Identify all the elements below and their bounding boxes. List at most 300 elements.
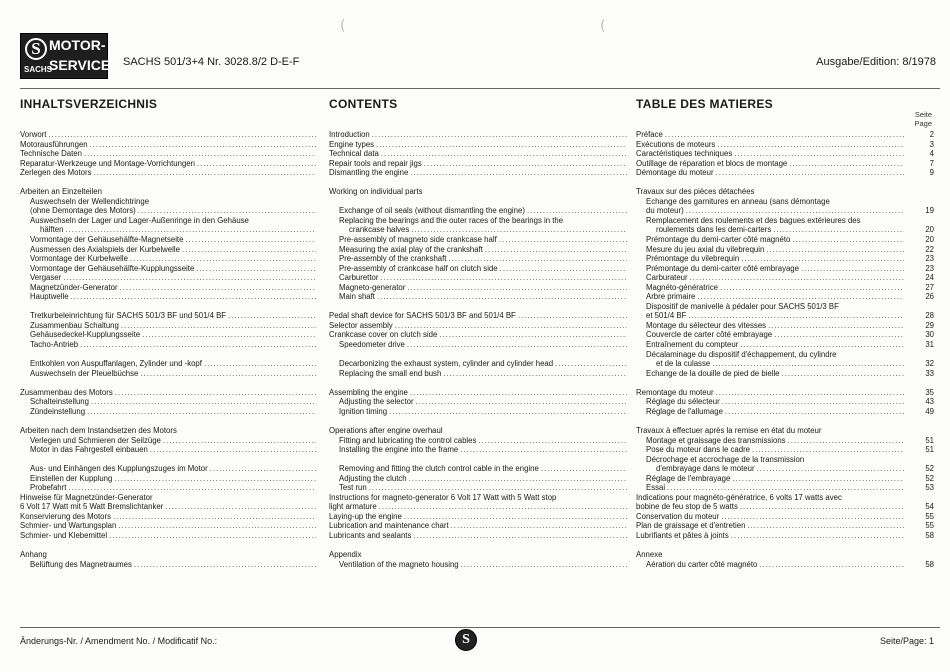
toc-line [20, 302, 316, 312]
dot-leader [413, 531, 627, 541]
toc-entry-text: Engine types [329, 139, 375, 149]
dot-leader [134, 560, 316, 570]
toc-entry-text: Remontage du moteur [636, 387, 714, 397]
dot-leader [768, 321, 904, 331]
toc-entry-text: Decarbonizing the exhaust system, cylinder and cylinder head [339, 359, 554, 369]
toc-entry-text: Hauptwelle [30, 292, 69, 302]
dot-leader [163, 436, 316, 446]
toc-entry-text: Adjusting the selector [339, 397, 414, 407]
toc-entry-text: roulements dans les demi-carters [656, 225, 772, 235]
toc-entry-text: Arbre primaire [646, 292, 696, 302]
toc-line [636, 483, 904, 493]
dot-leader [731, 531, 904, 541]
contents-german [20, 130, 316, 569]
toc-entry-text: Fitting and lubricating the control cables [339, 435, 477, 445]
toc-line [636, 407, 904, 417]
toc-entry-text: Entraînement du compteur [646, 340, 739, 350]
toc-page-number [910, 302, 934, 312]
toc-line [636, 560, 904, 570]
toc-page-number: 58 [925, 559, 934, 569]
toc-line [20, 502, 316, 512]
toc-entry-text: Tacho-Antrieb [30, 340, 79, 350]
toc-entry-text: Working on individual parts [329, 187, 423, 197]
toc-entry-text: Zusammenbau Schaltung [30, 320, 119, 330]
toc-entry-text: Replacing the bearings and the outer races of the bearings in the [339, 215, 564, 225]
dot-leader [725, 407, 904, 417]
toc-line [636, 187, 904, 197]
toc-line [636, 502, 904, 512]
toc-line [636, 273, 904, 283]
toc-entry-text: Vormontage der Gehäusehälfte-Magnetseite [30, 235, 184, 245]
toc-line [329, 397, 627, 407]
dot-leader [720, 283, 904, 293]
toc-page-number: 27 [925, 282, 934, 292]
toc-page-number: 53 [925, 483, 934, 493]
toc-entry-text: Arbeiten an Einzelteilen [20, 187, 102, 197]
dot-leader [121, 321, 316, 331]
toc-line [636, 550, 904, 560]
dot-leader [782, 369, 904, 379]
dot-leader [759, 560, 904, 570]
dot-leader [379, 502, 627, 512]
toc-page-number: 30 [925, 330, 934, 340]
toc-line [20, 560, 316, 570]
toc-entry-text: Tretkurbeleinrichtung für SACHS 501/3 BF und 501/4 BF [30, 311, 227, 321]
toc-entry-text: Prémontage du demi-carter côté magnéto [646, 235, 791, 245]
sachs-motor-service-logo [20, 33, 111, 79]
toc-entry-text: Technische Daten [20, 149, 82, 159]
toc-page-number: 54 [925, 502, 934, 512]
toc-page-number: 22 [925, 244, 934, 254]
toc-line [20, 512, 316, 522]
dot-leader [518, 311, 627, 321]
toc-entry-text: Couvercle de carter côté embrayage [646, 330, 773, 340]
toc-entry-text: Echange des garnitures en anneau (sans démontage [646, 196, 830, 206]
toc-entry-text: Pre-assembly of magneto side crankcase half [339, 235, 497, 245]
toc-entry-text: Montage du sélecteur des vitesses [646, 320, 767, 330]
dot-leader [766, 245, 904, 255]
toc-line [20, 216, 316, 226]
toc-entry-text: Replacing the small end bush [339, 368, 442, 378]
dot-leader [87, 407, 316, 417]
dot-leader [740, 502, 904, 512]
dot-leader [389, 407, 627, 417]
toc-entry-text: bobine de feu stop de 5 watts [636, 502, 738, 512]
toc-page-number [910, 416, 934, 426]
toc-line [20, 292, 316, 302]
toc-line [636, 359, 904, 369]
toc-entry-text: hälften [40, 225, 64, 235]
dot-leader [722, 397, 904, 407]
dot-leader [451, 521, 627, 531]
toc-line [329, 340, 627, 350]
toc-entry-text: Main shaft [339, 292, 375, 302]
toc-line [329, 130, 627, 140]
dot-leader [142, 330, 316, 340]
toc-entry-text: Auswechseln der Lager und Lager-Außenringe in den Gehäuse [30, 215, 249, 225]
toc-line [20, 483, 316, 493]
dot-leader [380, 273, 627, 283]
toc-line [20, 311, 316, 321]
toc-entry-text: Speedometer drive [339, 340, 405, 350]
dot-leader [48, 130, 316, 140]
dot-leader [376, 140, 627, 150]
toc-page-number [910, 550, 934, 560]
toc-line [329, 187, 627, 197]
toc-line [329, 140, 627, 150]
toc-line [20, 550, 316, 560]
dot-leader [448, 254, 627, 264]
dot-leader [688, 311, 904, 321]
toc-line [20, 149, 316, 159]
toc-line [329, 178, 627, 188]
toc-entry-text: Verlegen und Schmieren der Seilzüge [30, 435, 161, 445]
toc-line [329, 483, 627, 493]
toc-line [329, 273, 627, 283]
dot-leader [686, 206, 904, 216]
toc-page-number: 51 [925, 445, 934, 455]
toc-entry-text: Zerlegen des Motors [20, 168, 92, 178]
toc-page-number: 20 [925, 225, 934, 235]
dot-leader [717, 140, 904, 150]
toc-line [20, 445, 316, 455]
dot-leader [150, 445, 316, 455]
dot-leader [120, 283, 316, 293]
toc-line [329, 350, 627, 360]
toc-line [20, 388, 316, 398]
toc-entry-text: Plan de graissage et d'entretien [636, 521, 746, 531]
toc-page-number [910, 541, 934, 551]
toc-line [329, 292, 627, 302]
dot-leader [109, 531, 316, 541]
dot-leader [114, 474, 316, 484]
edition: Ausgabe/Edition: 8/1978 [816, 56, 936, 68]
toc-entry-text: Exécutions de moteurs [636, 139, 716, 149]
toc-line [329, 225, 627, 235]
toc-line [20, 531, 316, 541]
toc-line [636, 340, 904, 350]
toc-line [20, 178, 316, 188]
dot-leader [409, 474, 627, 484]
toc-line [20, 378, 316, 388]
toc-entry-text: et 501/4 BF [646, 311, 687, 321]
toc-line [636, 264, 904, 274]
toc-line [636, 416, 904, 426]
dot-leader [667, 483, 904, 493]
punch-hole-mark: ( [340, 18, 346, 34]
toc-line [329, 407, 627, 417]
footer-rule [20, 627, 940, 628]
toc-entry-text: Ventilation of the magneto housing [339, 559, 459, 569]
dot-leader [411, 225, 627, 235]
toc-entry-text: Echange de la douille de pied de bielle [646, 368, 780, 378]
dot-leader [115, 388, 316, 398]
toc-page-number: 43 [925, 397, 934, 407]
toc-entry-text: Carburateur [646, 273, 688, 283]
dot-leader [555, 359, 627, 369]
toc-page-number [910, 350, 934, 360]
dot-leader [527, 206, 627, 216]
dot-leader [410, 168, 627, 178]
toc-line [20, 407, 316, 417]
toc-line [636, 321, 904, 331]
punch-hole-mark: ( [600, 18, 606, 34]
toc-page-number: 20 [925, 235, 934, 245]
toc-line [329, 388, 627, 398]
toc-line [329, 149, 627, 159]
dot-leader [424, 159, 627, 169]
toc-line [20, 245, 316, 255]
toc-entry-text: Remplacement des roulements et des bagues extérieures des [646, 215, 861, 225]
toc-line [636, 235, 904, 245]
toc-page-number [910, 493, 934, 503]
dot-leader [71, 292, 316, 302]
toc-entry-text: Laying-up the engine [329, 511, 402, 521]
toc-entry-text: Crankcase cover on clutch side [329, 330, 438, 340]
toc-line [329, 521, 627, 531]
toc-page-number: 31 [925, 340, 934, 350]
toc-entry-text: Dismantling the engine [329, 168, 409, 178]
toc-entry-text: Conservation du moteur [636, 511, 720, 521]
toc-entry-text: Auswechseln der Wellendichtringe [30, 196, 150, 206]
dot-leader [499, 235, 627, 245]
toc-entry-text: (ohne Demontage des Motors) [30, 206, 136, 216]
toc-line [636, 474, 904, 484]
toc-line [636, 225, 904, 235]
toc-line [20, 283, 316, 293]
toc-entry-text: Belüftung des Magnetraumes [30, 559, 132, 569]
dot-leader [747, 521, 904, 531]
toc-line [329, 416, 627, 426]
dot-leader [485, 245, 627, 255]
dot-leader [197, 159, 316, 169]
toc-entry-text: Pre-assembly of the crankshaft [339, 254, 447, 264]
toc-entry-text: Montage et graissage des transmissions [646, 435, 786, 445]
toc-line [20, 455, 316, 465]
dot-leader [740, 340, 904, 350]
toc-line [636, 206, 904, 216]
dot-leader [407, 340, 627, 350]
toc-entry-text: Indications pour magnéto-génératrice, 6 volts 17 watts avec [636, 492, 842, 502]
toc-line [329, 560, 627, 570]
dot-leader [210, 464, 316, 474]
toc-page-number: 49 [925, 406, 934, 416]
toc-entry-text: 6 Volt 17 Watt mit 5 Watt Bremslichtanker [20, 502, 164, 512]
toc-page-number: 33 [925, 368, 934, 378]
dot-leader [712, 359, 904, 369]
toc-line [329, 321, 627, 331]
dot-leader [734, 149, 904, 159]
header-rule [20, 88, 940, 89]
dot-leader [80, 340, 316, 350]
dot-leader [381, 149, 627, 159]
dot-leader [697, 292, 904, 302]
toc-entry-text: Mesure du jeu axial du vilebrequin [646, 244, 765, 254]
toc-entry-text: Schalteinstellung [30, 397, 89, 407]
dot-leader [113, 512, 316, 522]
toc-line [20, 197, 316, 207]
dot-leader [404, 512, 627, 522]
toc-page-number: 7 [929, 158, 934, 168]
toc-line [329, 455, 627, 465]
toc-entry-text: Konservierung des Motors [20, 511, 112, 521]
toc-line [20, 321, 316, 331]
toc-entry-text: Measuring the axial play of the crankshaft [339, 244, 483, 254]
toc-entry-text: Pose du moteur dans le cadre [646, 445, 751, 455]
toc-line [329, 531, 627, 541]
toc-line [329, 359, 627, 369]
dot-leader [690, 273, 904, 283]
dot-leader [439, 330, 627, 340]
toc-entry-text: Lubrifiants et pâtes à joints [636, 530, 729, 540]
toc-entry-text: Repair tools and repair jigs [329, 158, 422, 168]
toc-line [20, 541, 316, 551]
title-fr: TABLE DES MATIERES [636, 97, 773, 111]
toc-page-number: 4 [929, 149, 934, 159]
dot-leader [757, 464, 904, 474]
toc-entry-text: Décalaminage du dispositif d'échappement, du cylindre [646, 349, 837, 359]
toc-line [20, 359, 316, 369]
toc-line [636, 311, 904, 321]
toc-page-number [910, 187, 934, 197]
toc-page-number [910, 426, 934, 436]
toc-line [636, 493, 904, 503]
toc-line [636, 455, 904, 465]
toc-entry-text: Caractéristiques techniques [636, 149, 733, 159]
dot-leader [500, 264, 627, 274]
toc-line [20, 464, 316, 474]
dot-leader [138, 206, 316, 216]
toc-entry-text: Démontage du moteur [636, 168, 714, 178]
toc-line [329, 369, 627, 379]
toc-entry-text: Auswechseln der Pleuelbüchse [30, 368, 139, 378]
dot-leader [395, 321, 627, 331]
toc-line [636, 159, 904, 169]
toc-entry-text: Technical data [329, 149, 379, 159]
sachs-emblem-footer [455, 629, 477, 651]
toc-line [636, 445, 904, 455]
toc-line [20, 340, 316, 350]
sachs-s-emblem: S [25, 38, 47, 60]
toc-entry-text: Reparatur-Werkzeuge und Montage-Vorrichtungen [20, 158, 195, 168]
toc-entry-text: Selector assembly [329, 320, 393, 330]
toc-page-number: 3 [929, 139, 934, 149]
dot-leader [792, 235, 904, 245]
toc-line [329, 235, 627, 245]
toc-page-number: 2 [929, 130, 934, 139]
toc-line [636, 397, 904, 407]
dot-leader [461, 560, 627, 570]
dot-leader [165, 502, 316, 512]
seite-label: Seite [914, 110, 932, 119]
toc-page-number: 55 [925, 511, 934, 521]
dot-leader [84, 149, 316, 159]
dot-leader [68, 483, 316, 493]
dot-leader [118, 521, 316, 531]
toc-line [329, 302, 627, 312]
toc-entry-text: Introduction [329, 130, 370, 139]
toc-entry-text: Einstellen der Kupplung [30, 473, 113, 483]
toc-entry-text: Préface [636, 130, 663, 139]
toc-entry-text: Dispositif de manivelle à pédaler pour SACHS 501/3 BF [646, 301, 839, 311]
toc-line [636, 245, 904, 255]
toc-page-number [910, 378, 934, 388]
dot-leader [372, 130, 627, 140]
logo-line-2: SERVICE [49, 57, 111, 73]
dot-leader [478, 436, 627, 446]
toc-entry-text: Essai [646, 483, 666, 493]
toc-page-number: 55 [925, 521, 934, 531]
dot-leader [773, 225, 904, 235]
toc-line [20, 254, 316, 264]
toc-entry-text: Travaux sur des pièces détachées [636, 187, 755, 197]
toc-line [329, 541, 627, 551]
toc-page-number: 35 [925, 387, 934, 397]
toc-entry-text: Zusammenbau des Motors [20, 387, 113, 397]
title-en: CONTENTS [329, 97, 398, 111]
model-number: SACHS 501/3+4 Nr. 3028.8/2 D-E-F [123, 56, 300, 68]
toc-line [329, 254, 627, 264]
toc-entry-text: Vormontage der Gehäusehälfte-Kupplungsseite [30, 263, 195, 273]
toc-line [636, 292, 904, 302]
dot-leader [416, 397, 627, 407]
toc-line [329, 311, 627, 321]
toc-line [20, 521, 316, 531]
dot-leader [443, 369, 627, 379]
toc-line [636, 436, 904, 446]
toc-line [20, 273, 316, 283]
toc-line [329, 216, 627, 226]
page-numbers [910, 130, 934, 569]
toc-line [329, 550, 627, 560]
toc-line [329, 464, 627, 474]
toc-entry-text: Magnéto-génératrice [646, 282, 718, 292]
toc-entry-text: et de la culasse [656, 359, 711, 369]
toc-entry-text: Pre-assembly of crankcase half on clutch side [339, 263, 498, 273]
toc-entry-text: Anhang [20, 550, 47, 560]
dot-leader [788, 436, 904, 446]
dot-leader [65, 225, 316, 235]
toc-line [20, 397, 316, 407]
toc-page-number [910, 216, 934, 226]
toc-entry-text: Aération du carter côté magnéto [646, 559, 758, 569]
toc-page-number: 32 [925, 359, 934, 369]
toc-entry-text: Operations after engine overhaul [329, 425, 443, 435]
toc-line [329, 206, 627, 216]
toc-line [636, 330, 904, 340]
toc-line [20, 206, 316, 216]
dot-leader [789, 159, 904, 169]
toc-entry-text: Annexe [636, 550, 663, 560]
toc-entry-text: crankcase halves [349, 225, 410, 235]
toc-line [636, 464, 904, 474]
toc-entry-text: Vergaser [30, 273, 62, 283]
toc-line [20, 187, 316, 197]
toc-entry-text: Schmier- und Wartungsplan [20, 521, 117, 531]
toc-line [20, 130, 316, 140]
toc-line [20, 416, 316, 426]
toc-line [636, 541, 904, 551]
dot-leader [721, 512, 904, 522]
toc-entry-text: Réglage du sélecteur [646, 397, 720, 407]
dot-leader [63, 273, 316, 283]
toc-entry-text: Installing the engine into the frame [339, 445, 459, 455]
toc-entry-text: Réglage de l'allumage [646, 406, 723, 416]
toc-page-number: 23 [925, 263, 934, 273]
page-column-heading [914, 110, 932, 128]
toc-entry-text: Prémontage du demi-carter côté embrayage [646, 263, 799, 273]
dot-leader [196, 264, 316, 274]
